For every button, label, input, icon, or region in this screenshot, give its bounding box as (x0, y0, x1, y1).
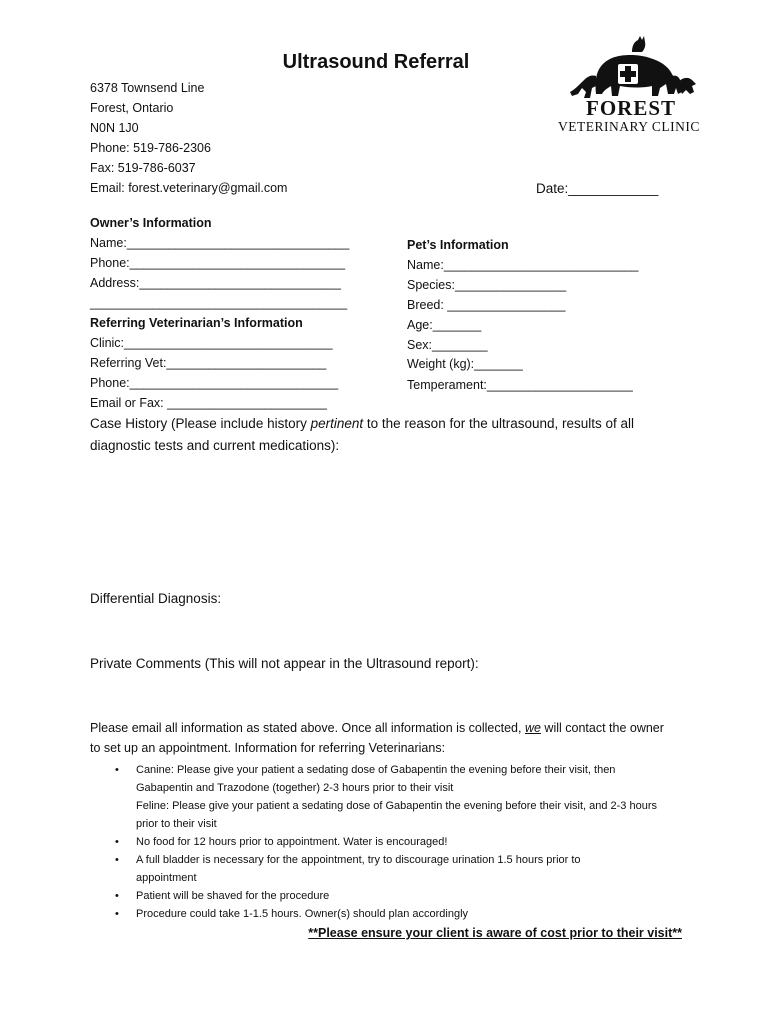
referring-vet-heading: Referring Veterinarian’s Information (90, 316, 303, 330)
bullet-icon: • (115, 890, 119, 902)
canine-instruction-cont: Gabapentin and Trazodone (together) 2-3 hours prior to their visit (136, 782, 454, 794)
feline-instruction-cont: prior to their visit (136, 818, 217, 830)
list-item (90, 833, 690, 851)
bullet-icon: • (115, 854, 119, 866)
bladder-instruction: A full bladder is necessary for the appointment, try to discourage urination 1.5 hours prior to (136, 854, 581, 866)
case-history-suffix: to the reason for the ultrasound, results of all (363, 416, 635, 431)
clinic-logo (556, 36, 706, 136)
pet-weight-field[interactable]: Weight (kg):_______ (407, 357, 523, 371)
shaved-instruction: Patient will be shaved for the procedure (136, 890, 330, 902)
case-history-label-line2: diagnostic tests and current medications): (90, 438, 340, 453)
clinic-fax: Fax: 519-786-6037 (90, 161, 196, 175)
address-line: Forest, Ontario (90, 101, 174, 115)
referring-phone-field[interactable]: Phone:______________________________ (90, 376, 339, 390)
private-comments-label: Private Comments (This will not appear in the Ultrasound report): (90, 656, 479, 671)
info-paragraph-line2: to set up an appointment. Information for referring Veterinarians: (90, 741, 446, 755)
pet-info-heading: Pet’s Information (407, 238, 509, 252)
pet-name-field[interactable]: Name:____________________________ (407, 258, 639, 272)
clinic-phone: Phone: 519-786-2306 (90, 141, 211, 155)
owner-phone-field[interactable]: Phone:_______________________________ (90, 256, 346, 270)
case-history-emphasis: pertinent (310, 416, 364, 431)
clinic-address (90, 78, 287, 198)
referring-email-fax-field[interactable]: Email or Fax: _______________________ (90, 396, 327, 410)
bullet-icon: • (115, 836, 119, 848)
address-line: N0N 1J0 (90, 121, 139, 135)
feline-instruction: Feline: Please give your patient a sedating dose of Gabapentin the evening before their visit, and 2-3 hours (136, 800, 658, 812)
list-item (90, 851, 690, 887)
info-text: Please email all information as stated above. Once all information is collected, (90, 721, 525, 735)
owner-address-line2-field[interactable]: _____________________________________ (90, 296, 348, 310)
list-item (90, 761, 690, 833)
cost-warning: **Please ensure your client is aware of cost prior to their visit** (308, 926, 682, 940)
pet-temperament-field[interactable]: Temperament:_____________________ (407, 378, 633, 392)
list-item (90, 887, 690, 905)
case-history-prefix: Case History (Please include history (90, 416, 311, 431)
referring-clinic-field[interactable]: Clinic:______________________________ (90, 336, 333, 350)
list-item (90, 905, 690, 923)
owner-name-field[interactable]: Name:________________________________ (90, 236, 350, 250)
owner-address-field[interactable]: Address:_____________________________ (90, 276, 341, 290)
bladder-instruction-cont: appointment (136, 872, 197, 884)
info-paragraph-line1 (90, 721, 664, 735)
logo-text-veterinary-clinic: VETERINARY CLINIC (558, 119, 700, 134)
page-title: Ultrasound Referral (282, 51, 470, 73)
pet-age-field[interactable]: Age:_______ (407, 318, 482, 332)
bullet-icon: • (115, 764, 119, 776)
canine-instruction: Canine: Please give your patient a sedating dose of Gabapentin the evening before their visit, then (136, 764, 616, 776)
info-we-emphasis: we (524, 721, 541, 735)
case-history-label (90, 416, 634, 431)
vet-instructions-list (90, 761, 690, 923)
pet-sex-field[interactable]: Sex:________ (407, 338, 488, 352)
pet-species-field[interactable]: Species:________________ (407, 278, 567, 292)
duration-instruction: Procedure could take 1-1.5 hours. Owner(s) should plan accordingly (136, 908, 469, 920)
date-field[interactable]: Date:____________ (536, 181, 659, 196)
bullet-icon: • (115, 908, 119, 920)
address-line: 6378 Townsend Line (90, 81, 205, 95)
pet-breed-field[interactable]: Breed: _________________ (407, 298, 566, 312)
referring-vet-field[interactable]: Referring Vet:_______________________ (90, 356, 327, 370)
food-instruction: No food for 12 hours prior to appointment. Water is encouraged! (136, 836, 448, 848)
logo-text-forest: FOREST (586, 96, 677, 120)
owner-info-heading: Owner’s Information (90, 216, 212, 230)
clinic-email: Email: forest.veterinary@gmail.com (90, 181, 288, 195)
differential-diagnosis-label: Differential Diagnosis: (90, 591, 222, 606)
info-text: will contact the owner (540, 721, 664, 735)
